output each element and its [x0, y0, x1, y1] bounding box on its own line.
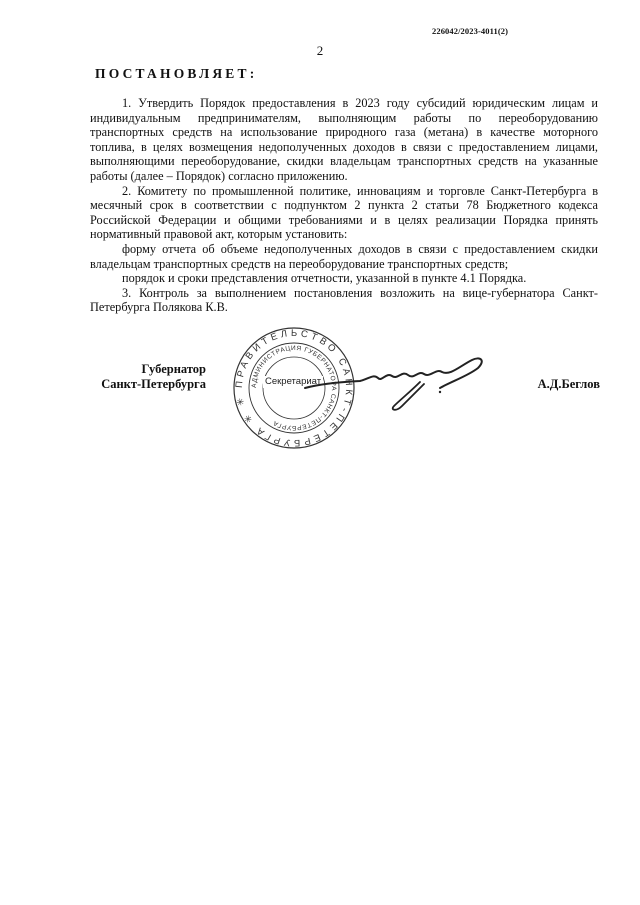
document-id: 226042/2023-4011(2)	[432, 26, 509, 36]
page-number: 2	[316, 43, 324, 58]
paragraph-2b: порядок и сроки представления отчетности, указанной в пункте 4.1 Порядка.	[122, 271, 527, 286]
decree-heading: ПОСТАНОВЛЯЕТ:	[95, 66, 258, 81]
document-body	[90, 96, 598, 315]
signatory-title-line2: Санкт-Петербурга	[101, 377, 206, 391]
svg-text:АДМИНИСТРАЦИЯ ГУБЕРНАТОРА САНК: АДМИНИСТРАЦИЯ ГУБЕРНАТОРА САНКТ-ПЕТЕРБУРГА	[250, 344, 338, 432]
signatory-name: А.Д.Беглов	[537, 377, 600, 391]
seal-center-label: Секретариат	[265, 376, 322, 387]
signatory-title-line1: Губернатор	[141, 362, 206, 376]
paragraph-3: 3. Контроль за выполнением постановления возложить на вице-губернатора Санкт-Петербурга Полякова К.В.	[90, 285, 598, 315]
handwritten-signature-icon	[300, 348, 500, 418]
svg-text:ПРАВИТЕЛЬСТВО САНКТ-ПЕТЕРБУРГА: ПРАВИТЕЛЬСТВО САНКТ-ПЕТЕРБУРГА ✳ ✳	[233, 327, 355, 449]
paragraph-2: 2. Комитету по промышленной политике, инновациям и торговле Санкт-Петербурга в месячный срок в соответствии с подпунктом 2 пункта 2 статьи 78 Бюджетного кодекса Российской Федерации и общими требованиями и в целях реализации Порядка принять нормативный правовой акт, которым установить:	[90, 183, 598, 242]
paragraph-2a: форму отчета об объеме недополученных доходов в связи с предоставлением скидки владельцам транспортных средств на переоборудование транспортных средств;	[90, 241, 598, 271]
signatory-title	[96, 362, 206, 392]
paragraph-1: 1. Утвердить Порядок предоставления в 2023 году субсидий юридическим лицам и индивидуальным предпринимателям, выполняющим работы по переоборудованию транспортных средств на использование природного газа (метана) в качестве моторного топлива, в целях возмещения недополученных доходов в связи с предоставлением лицами, выполняющими переоборудование, скидки владельцам транспортных средств на указанные работы (далее – Порядок) согласно приложению.	[90, 96, 598, 183]
